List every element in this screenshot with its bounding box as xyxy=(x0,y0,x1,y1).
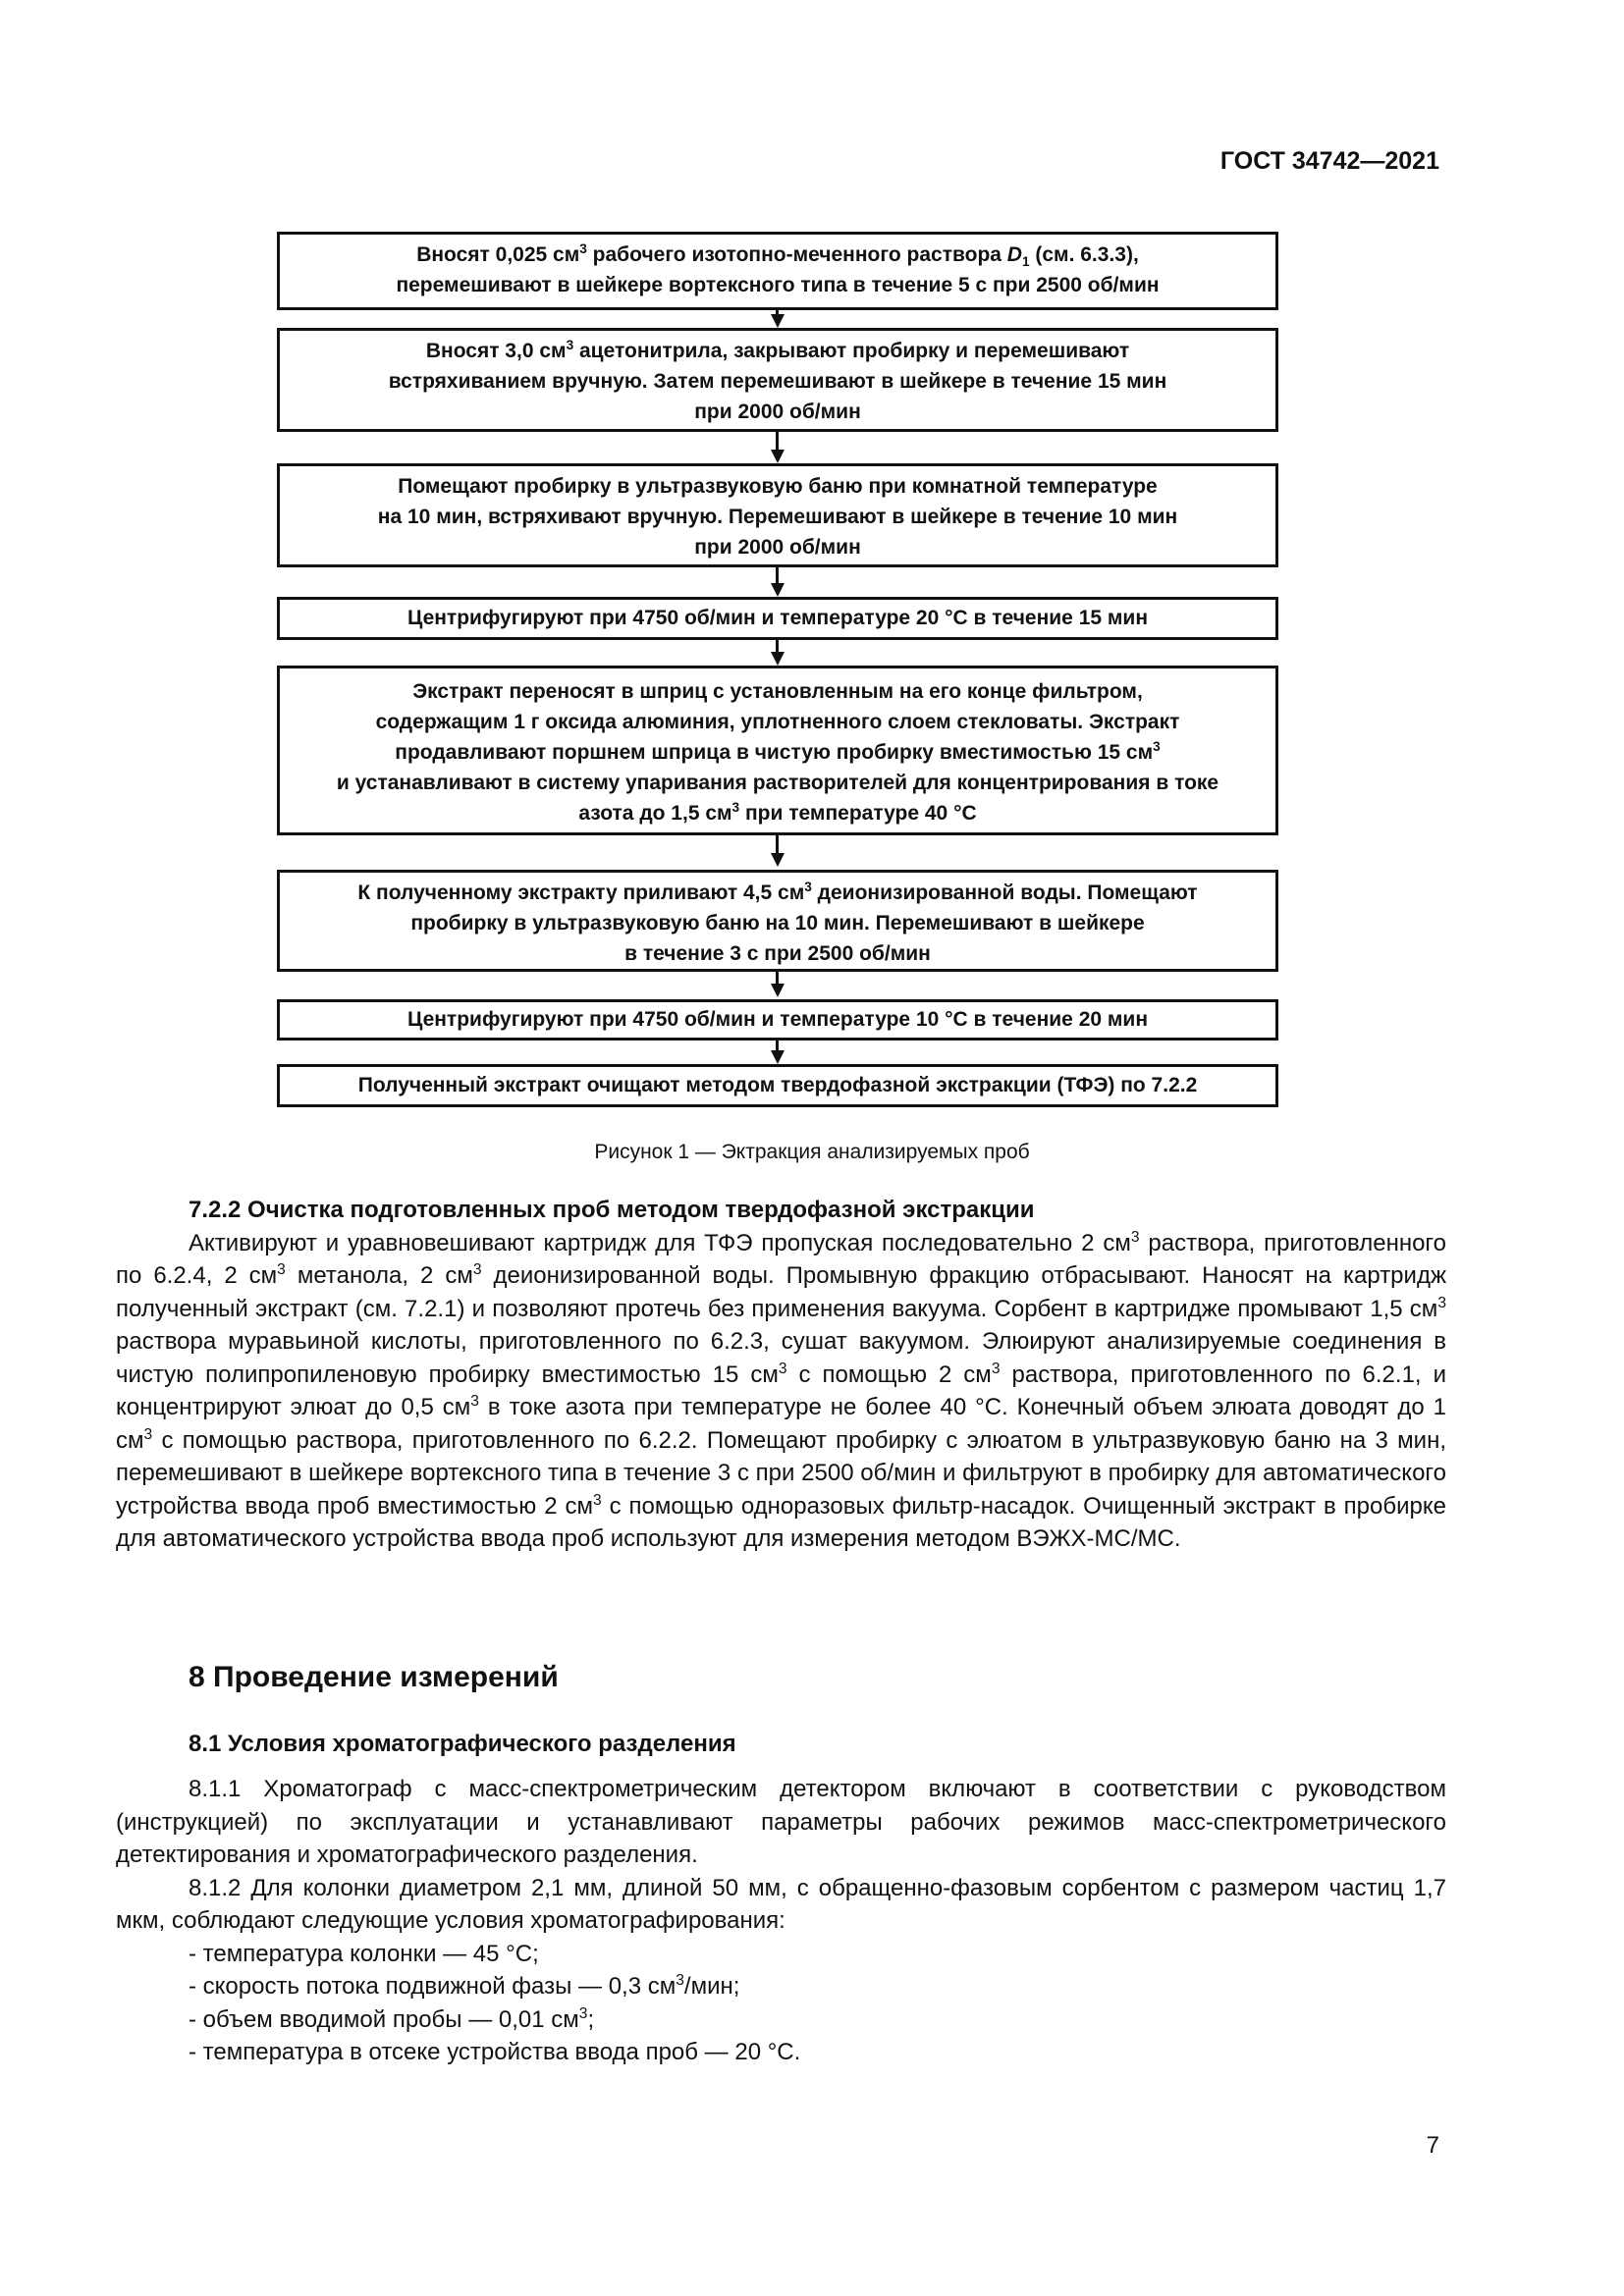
superscript: 3 xyxy=(1153,739,1161,754)
list-item: - температура колонки — 45 °С; xyxy=(189,1940,539,1967)
section-heading: 8.1 Условия хроматографического разделения xyxy=(189,1731,736,1757)
section-8-1-body xyxy=(116,1773,1446,2069)
step-text: перемешивают в шейкере вортексного типа в течение 5 с при 2500 об/мин xyxy=(396,274,1160,296)
paragraph: 8.1.1 Хроматограф с масс-спектрометрическим детектором включают в соответствии с руководством (инструкцией) по эксплуатации и устанавливают параметры рабочих режимов масс-спектрометрического детектирования и хроматографического разделения. xyxy=(116,1776,1446,1868)
flow-step-3 xyxy=(277,463,1278,567)
flow-step-8 xyxy=(277,1064,1278,1107)
arrow-down-icon xyxy=(776,567,780,597)
step-text: ацетонитрила, закрывают пробирку и перемешивают xyxy=(573,340,1130,362)
step-text: в течение 3 с при 2500 об/мин xyxy=(624,942,931,965)
document-number: ГОСТ 34742—2021 xyxy=(1219,147,1439,175)
flow-step-4 xyxy=(277,597,1278,640)
step-text: Центрифугируют при 4750 об/мин и температуре 10 °С в течение 20 мин xyxy=(406,1008,1149,1031)
flow-step-7 xyxy=(277,999,1278,1041)
chapter-heading: 8 Проведение измерений xyxy=(189,1661,559,1693)
arrow-down-icon xyxy=(776,640,780,666)
superscript: 3 xyxy=(579,241,587,256)
step-text: Вносят 0,025 см xyxy=(416,243,580,266)
arrow-down-icon xyxy=(776,972,780,997)
variable: D xyxy=(1006,243,1022,266)
section-7-2-2 xyxy=(116,1194,1446,1556)
arrow-down-icon xyxy=(776,432,780,463)
step-text: Центрифугируют при 4750 об/мин и температуре 20 °С в течение 15 мин xyxy=(406,607,1149,629)
step-text: встряхиванием вручную. Затем перемешивают в шейкере в течение 15 мин xyxy=(388,370,1167,393)
list-item: - объем вводимой пробы — 0,01 $см^3$; xyxy=(189,2004,595,2033)
page-number: 7 xyxy=(1426,2132,1439,2159)
arrow-down-icon xyxy=(776,310,780,328)
step-text: при 2000 об/мин xyxy=(694,536,861,559)
figure-caption: Рисунок 1 — Эктракция анализируемых проб xyxy=(594,1141,1030,1163)
flow-step-2 xyxy=(277,328,1278,432)
superscript: 3 xyxy=(731,800,740,815)
subscript: 1 xyxy=(1021,254,1030,270)
step-text: продавливают поршнем шприца в чистую пробирку вместимостью 15 см xyxy=(395,741,1154,764)
step-text: Экстракт переносят в шприц с установленным на его конце фильтром, xyxy=(412,680,1143,703)
section-8 xyxy=(116,1661,1446,1694)
flow-step-6 xyxy=(277,870,1278,972)
paragraph: Активируют и уравновешивают картридж для ТФЭ пропуская последовательно 2 $см^3$ раствора, приготовленного по 6.2.4, 2 $см^3$ метанола, 2 $см^3$ деионизированной воды. Промывную фракцию отбрасывают. Наносят на картридж полученный экстракт (см. 7.2.1) и позволяют протечь без применения вакуума. Сорбент в картридже промывают 1,5 $см^3$ раствора муравьиной кислоты, приготовленного по 6.2.3, сушат вакуумом. Элюируют анализируемые соединения в чистую полипропиленовую пробирку вместимостью 15 $см^3$ с помощью 2 $см^3$ раствора, приготовленного по 6.2.1, и концентрируют элюат до 0,5 $см^3$ в токе азота при температуре не более 40 °С. Конечный объем элюата доводят до 1 $см^3$ с помощью раствора, приготовленного по 6.2.2. Помещают пробирку с элюатом в ультразвуковую баню на 3 мин, перемешивают в шейкере вортексного типа в течение 3 с при 2500 об/мин и фильтруют в пробирку для автоматического устройства ввода проб вместимостью 2 $см^3$ с помощью одноразовых фильтр-насадок. Очищенный экстракт в пробирке для автоматического устройства ввода проб используют для измерения методом ВЭЖХ-МС/МС. xyxy=(116,1228,1447,1552)
list-item: - скорость потока подвижной фазы — 0,3 $см^3$/мин; xyxy=(189,1972,740,2000)
paragraph: 8.1.2 Для колонки диаметром 2,1 мм, длиной 50 мм, с обращенно-фазовым сорбентом с размером частиц 1,7 мкм, соблюдают следующие условия хроматографирования: xyxy=(116,1874,1446,1934)
section-8-1 xyxy=(116,1728,1446,1761)
step-text: рабочего изотопно-меченного раствора xyxy=(586,243,1007,266)
arrow-down-icon xyxy=(776,1041,780,1064)
step-text: на 10 мин, встряхивают вручную. Перемешивают в шейкере в течение 10 мин xyxy=(377,506,1178,528)
flow-step-1 xyxy=(277,232,1278,310)
step-text: деионизированной воды. Помещают xyxy=(811,881,1198,904)
step-text: содержащим 1 г оксида алюминия, уплотненного слоем стекловаты. Экстракт xyxy=(375,711,1180,733)
step-text: Помещают пробирку в ультразвуковую баню при комнатной температуре xyxy=(398,475,1158,498)
step-text: при температуре 40 °С xyxy=(739,802,977,825)
superscript: 3 xyxy=(566,338,574,352)
step-text: пробирку в ультразвуковую баню на 10 мин. Перемешивают в шейкере xyxy=(410,912,1145,934)
superscript: 3 xyxy=(804,880,812,894)
step-text: К полученному экстракту приливают 4,5 см xyxy=(357,881,805,904)
step-text: и устанавливают в систему упаривания растворителей для концентрирования в токе xyxy=(336,772,1219,794)
step-text: (см. 6.3.3), xyxy=(1029,243,1139,266)
arrow-down-icon xyxy=(776,835,780,867)
step-text: Вносят 3,0 см xyxy=(425,340,567,362)
step-text: при 2000 об/мин xyxy=(694,400,861,423)
section-heading: 7.2.2 Очистка подготовленных проб методом твердофазной экстракции xyxy=(189,1197,1035,1223)
step-text: азота до 1,5 см xyxy=(578,802,732,825)
list-item: - температура в отсеке устройства ввода проб — 20 °С. xyxy=(189,2039,801,2065)
step-text: Полученный экстракт очищают методом твердофазной экстракции (ТФЭ) по 7.2.2 xyxy=(357,1074,1198,1096)
flow-step-5 xyxy=(277,666,1278,835)
